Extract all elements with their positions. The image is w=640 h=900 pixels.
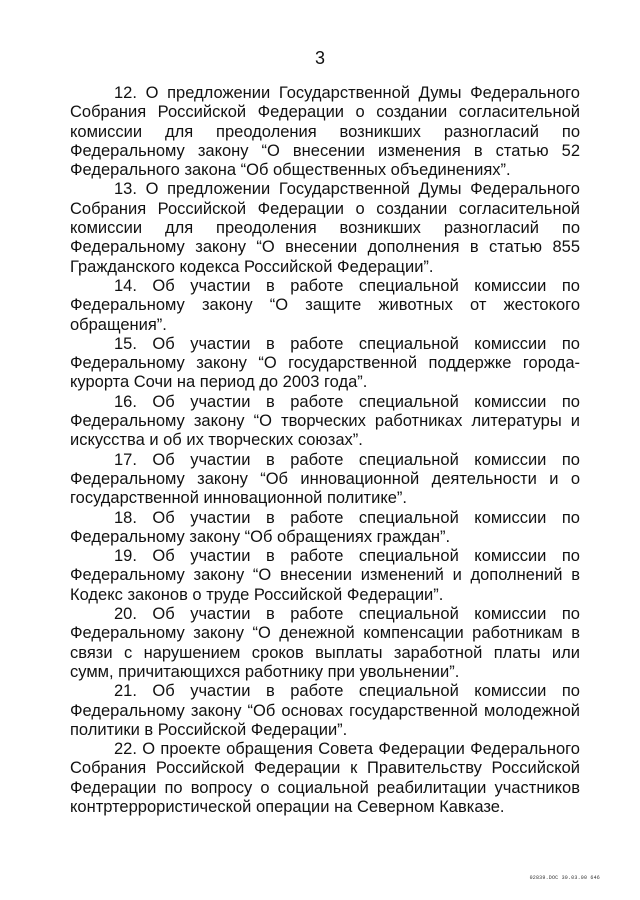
agenda-item-20: 20. Об участии в работе специальной комиссии по Федеральному закону “О денежной компенсации работникам в связи с нарушением сроков выплаты заработной платы или сумм, причитающихся работнику при увольнении”.: [70, 605, 580, 681]
agenda-item-17: 17. Об участии в работе специальной комиссии по Федеральному закону “Об инновационной деятельности и о государственной инновационной политике”.: [70, 450, 580, 508]
agenda-item-21: 21. Об участии в работе специальной комиссии по Федеральному закону “Об основах государственной молодежной политики в Российской Федерации”.: [70, 682, 580, 739]
agenda-item-12: 12. О предложении Государственной Думы Федерального Собрания Российской Федерации о создании согласительной комиссии для преодоления возникших разногласий по Федеральному закону “О внесении изменения в статью 52 Федерального закона “Об общественных объединениях”.: [70, 84, 580, 180]
agenda-item-22: 22. О проекте обращения Совета Федерации Федерального Собрания Российской Федерации к Правительству Российской Федерации по вопросу о социальной реабилитации участников контртеррористической операции на Северном Кавказе.: [70, 740, 580, 816]
agenda-item-18: 18. Об участии в работе специальной комиссии по Федеральному закону “Об обращениях граждан”.: [70, 508, 580, 546]
agenda-list: [70, 84, 580, 817]
agenda-item-16: 16. Об участии в работе специальной комиссии по Федеральному закону “О творческих работниках литературы и искусства и об их творческих союзах”.: [70, 392, 580, 450]
document-footer-code: 02839.DOC 30.03.00 646: [529, 875, 600, 881]
agenda-item-13: 13. О предложении Государственной Думы Федерального Собрания Российской Федерации о создании согласительной комиссии для преодоления возникших разногласий по Федеральному закону “О внесении дополнения в статью 855 Гражданского кодекса Российской Федерации”.: [70, 180, 580, 276]
page-number: 3: [314, 48, 325, 68]
agenda-item-14: 14. Об участии в работе специальной комиссии по Федеральному закону “О защите животных от жестокого обращения”.: [70, 276, 580, 334]
agenda-item-15: 15. Об участии в работе специальной комиссии по Федеральному закону “О государственной поддержке города-курорта Сочи на период до 2003 года”.: [70, 334, 580, 392]
agenda-item-19: 19. Об участии в работе специальной комиссии по Федеральному закону “О внесении изменений и дополнений в Кодекс законов о труде Российской Федерации”.: [70, 547, 580, 604]
